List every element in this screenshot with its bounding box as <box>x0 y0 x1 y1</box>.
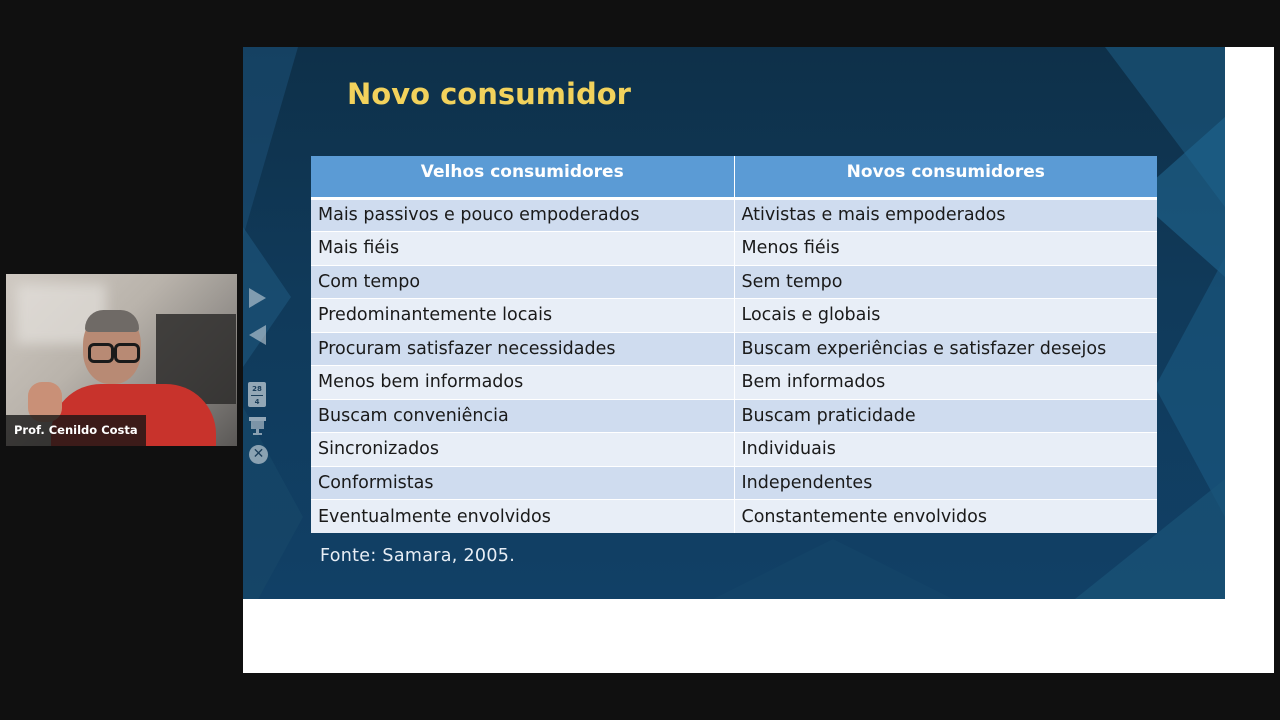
cell-old: Buscam conveniência <box>311 399 734 433</box>
screen-icon-graphic <box>248 416 267 436</box>
cell-old: Com tempo <box>311 265 734 299</box>
source-citation: Fonte: Samara, 2005. <box>320 546 516 566</box>
close-presentation-icon[interactable]: ✕ <box>249 445 268 464</box>
cell-new: Buscam experiências e satisfazer desejos <box>734 332 1157 366</box>
presenter-figure <box>114 343 140 363</box>
cell-old: Menos bem informados <box>311 366 734 400</box>
cell-old: Mais passivos e pouco empoderados <box>311 198 734 232</box>
cell-new: Bem informados <box>734 366 1157 400</box>
cell-old: Conformistas <box>311 466 734 500</box>
header-new-consumers: Novos consumidores <box>734 156 1157 198</box>
cell-old: Predominantemente locais <box>311 299 734 333</box>
page-indicator[interactable] <box>248 382 266 407</box>
cell-old: Eventualmente envolvidos <box>311 500 734 534</box>
slide-decoration <box>1155 257 1225 517</box>
presentation-slide <box>243 47 1225 599</box>
comparison-table <box>311 156 1157 533</box>
page-current: 28 <box>252 385 262 393</box>
cell-new: Constantemente envolvidos <box>734 500 1157 534</box>
slide-decoration <box>243 47 298 237</box>
table-row <box>311 399 1157 433</box>
table-row <box>311 198 1157 232</box>
table-row <box>311 265 1157 299</box>
participant-name-label: Prof. Cenildo Costa <box>6 415 146 446</box>
table-header-row <box>311 156 1157 198</box>
cell-old: Mais fiéis <box>311 232 734 266</box>
cell-new: Independentes <box>734 466 1157 500</box>
cell-old: Sincronizados <box>311 433 734 467</box>
header-old-consumers: Velhos consumidores <box>311 156 734 198</box>
presenter-figure <box>88 343 114 363</box>
cell-new: Locais e globais <box>734 299 1157 333</box>
table-row <box>311 232 1157 266</box>
cell-new: Menos fiéis <box>734 232 1157 266</box>
page-divider <box>251 395 263 396</box>
screen-toggle-icon[interactable] <box>248 416 267 436</box>
page-total: 4 <box>254 398 260 406</box>
table-row <box>311 332 1157 366</box>
table-row <box>311 466 1157 500</box>
cell-new: Buscam praticidade <box>734 399 1157 433</box>
slide-decoration <box>713 539 953 599</box>
cell-new: Sem tempo <box>734 265 1157 299</box>
table-row <box>311 433 1157 467</box>
next-slide-icon[interactable] <box>249 288 266 308</box>
cell-new: Ativistas e mais empoderados <box>734 198 1157 232</box>
slide-title: Novo consumidor <box>347 77 631 111</box>
prev-slide-icon[interactable] <box>249 325 266 345</box>
table-row <box>311 366 1157 400</box>
cell-new: Individuais <box>734 433 1157 467</box>
presenter-figure <box>85 310 139 332</box>
table-row <box>311 500 1157 534</box>
table-row <box>311 299 1157 333</box>
cell-old: Procuram satisfazer necessidades <box>311 332 734 366</box>
